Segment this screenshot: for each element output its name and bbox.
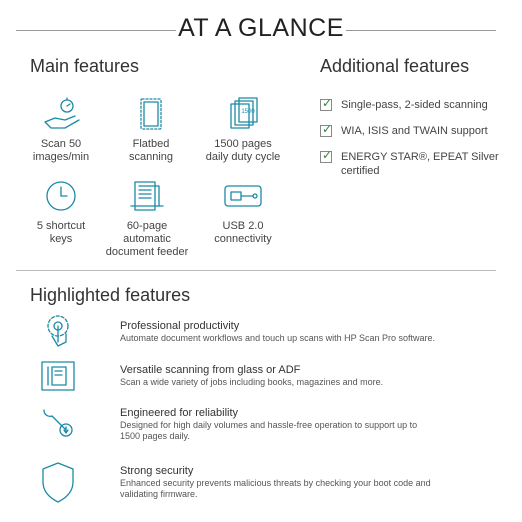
hl-desc-3-line2: 1500 pages daily. — [120, 431, 190, 441]
wrench-icon — [38, 402, 78, 442]
additional-item-label-cont: certified — [341, 165, 380, 177]
feature-label-2: Flatbed — [132, 138, 170, 150]
flatbed-icon — [129, 96, 173, 132]
hl-desc-4 — [120, 478, 460, 500]
check-icon: ✓ — [322, 148, 333, 162]
hl-desc-4-line2: validating firmware. — [120, 489, 198, 499]
touch-gear-icon — [38, 312, 78, 352]
feature-usb — [198, 178, 288, 246]
hl-title-2: Versatile scanning from glass or ADF — [120, 364, 301, 376]
feature-label-3b: daily duty cycle — [205, 151, 281, 163]
shield-icon — [38, 460, 78, 504]
hl-title-3: Engineered for reliability — [120, 407, 239, 419]
main-features-title: Main features — [30, 56, 140, 76]
additional-item-label: WIA, ISIS and TWAIN support — [341, 125, 488, 137]
feature-label-6: USB 2.0 — [222, 220, 264, 232]
feature-duty-cycle — [198, 96, 288, 164]
feature-label-2b: scanning — [128, 151, 174, 163]
feature-label-3: 1500 pages — [214, 138, 272, 150]
page-title: AT A GLANCE — [178, 14, 344, 42]
pages-badge: 1500 — [241, 109, 255, 115]
hl-title-1: Professional productivity — [120, 320, 240, 332]
scanner-glass-icon — [38, 356, 78, 396]
feature-shortcut-keys — [16, 178, 106, 246]
hl-desc-4-line: Enhanced security prevents malicious threats by checking your boot code and — [120, 478, 431, 488]
feature-scan-speed — [16, 96, 106, 164]
hl-desc-1 — [120, 333, 460, 344]
pages-stack-icon — [221, 96, 265, 132]
hl-desc-2 — [120, 377, 460, 388]
additional-item-3 — [320, 150, 499, 178]
feature-label-4: 5 shortcut — [36, 220, 86, 232]
hand-timer-icon — [39, 96, 83, 132]
feature-label-4b: keys — [49, 233, 73, 245]
hl-desc-2-line: Scan a wide variety of jobs including books, magazines and more. — [120, 377, 384, 387]
clock-icon — [39, 178, 83, 214]
usb-icon — [221, 178, 265, 214]
hl-desc-3-line: Designed for high daily volumes and hassle-free operation to support up to — [120, 420, 418, 430]
feature-flatbed — [106, 96, 196, 164]
feature-label-5: 60-page automatic — [123, 220, 171, 245]
document-feeder-icon — [125, 178, 169, 214]
hl-title-4: Strong security — [120, 465, 194, 477]
feature-adf — [102, 178, 192, 259]
hl-desc-1-line: Automate document workflows and touch up scans with HP Scan Pro software. — [120, 333, 435, 343]
feature-label-1: Scan 50 — [40, 138, 82, 150]
additional-item-label: ENERGY STAR®, EPEAT Silver — [341, 151, 499, 163]
additional-features-title: Additional features — [320, 56, 470, 76]
feature-label-5b: document feeder — [105, 246, 189, 258]
additional-item-2 — [320, 124, 488, 138]
check-icon: ✓ — [322, 122, 333, 136]
additional-item-label: Single-pass, 2-sided scanning — [341, 99, 488, 111]
additional-item-1 — [320, 98, 488, 112]
feature-label-1b: images/min — [32, 151, 90, 163]
check-icon: ✓ — [322, 96, 333, 110]
feature-label-6b: connectivity — [214, 233, 272, 245]
section-divider — [16, 270, 496, 271]
hl-desc-3 — [120, 420, 460, 442]
highlighted-features-title: Highlighted features — [30, 285, 191, 305]
